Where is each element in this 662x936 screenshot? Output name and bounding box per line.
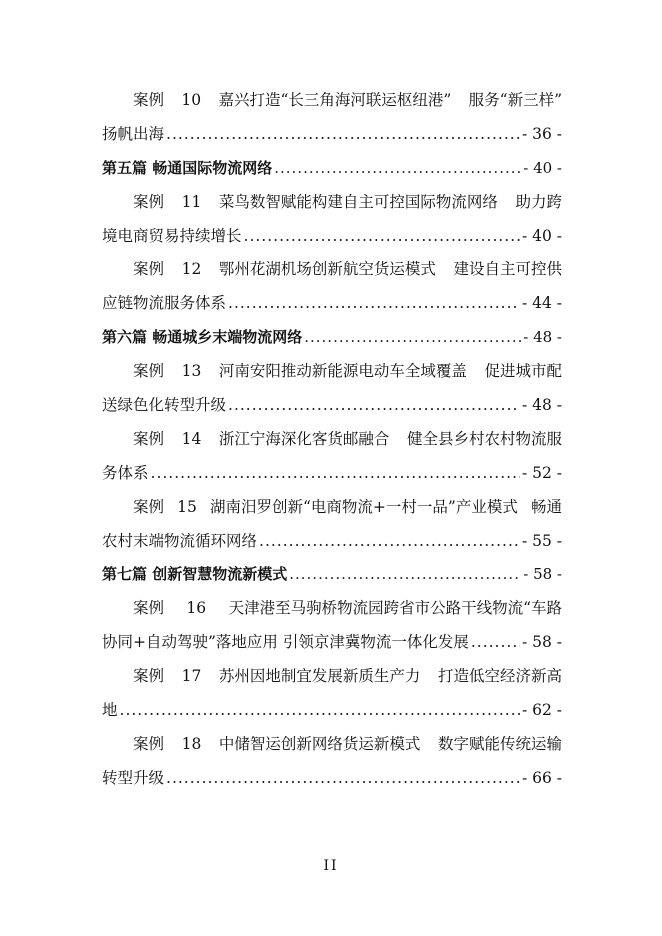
dot-leader [166, 122, 520, 146]
toc-case-label: 案例 [133, 498, 165, 516]
page-footer-number: II [323, 858, 339, 874]
toc-case12-line2[interactable] [102, 291, 562, 315]
toc-case17-line1 [102, 664, 562, 688]
toc-case-title-part: 天津港至马驹桥物流园跨省市公路干线物流“车路 [228, 599, 562, 617]
toc-case-label: 案例 [133, 599, 165, 617]
toc-page-number: - 58 - [523, 565, 562, 583]
toc-case-title-part: 苏州因地制宜发展新质生产力 [218, 667, 421, 685]
toc-case-title-part: 畅通 [530, 498, 562, 516]
toc-case-label: 案例 [133, 430, 165, 448]
toc-case-number: 14 [181, 430, 202, 448]
toc-case-label: 案例 [133, 91, 165, 109]
toc-case18-line2[interactable] [102, 766, 562, 790]
toc-case-number: 11 [181, 193, 202, 211]
toc-case16-line2[interactable] [102, 630, 562, 654]
toc-case-number: 13 [181, 362, 202, 380]
toc-entry-text: 境电商贸易持续增长 [102, 227, 242, 245]
toc-entry-text: 应链物流服务体系 [102, 294, 227, 312]
dot-leader [244, 224, 520, 248]
toc-case17-line2[interactable] [102, 698, 562, 722]
toc-case-number: 18 [181, 735, 202, 753]
toc-case-number: 15 [177, 498, 197, 516]
toc-case12-line1 [102, 257, 562, 281]
toc-case-title-part: 湖南汨罗创新“电商物流+一村一品”产业模式 [210, 498, 518, 516]
toc-entry-text: 送绿色化转型升级 [102, 396, 227, 414]
toc-case-title-part: 建设自主可控供 [453, 260, 562, 278]
dot-leader [259, 529, 520, 553]
dot-leader [289, 562, 521, 586]
toc-case-title-part: 打造低空经济新高 [437, 667, 562, 685]
toc-chapter-title: 第六篇 畅通城乡末端物流网络 [102, 328, 303, 346]
toc-case18-line1 [102, 732, 562, 756]
toc-page-number: - 66 - [521, 769, 562, 787]
toc-case-label: 案例 [133, 260, 165, 278]
toc-case-title-part: 浙江宁海深化客货邮融合 [218, 430, 390, 448]
toc-case-label: 案例 [133, 362, 165, 380]
toc-case15-line1 [102, 495, 562, 519]
toc-page-number: - 40 - [523, 159, 562, 177]
toc-entry-text: 务体系 [102, 464, 149, 482]
dot-leader [166, 766, 520, 790]
toc-case15-line2[interactable] [102, 529, 562, 553]
toc-chapter5[interactable] [102, 156, 562, 180]
toc-case-title-part: 健全县乡村农村物流服 [406, 430, 562, 448]
toc-page-number: - 52 - [521, 464, 562, 482]
dot-leader [151, 461, 520, 485]
toc-case10-line2[interactable] [102, 122, 562, 146]
toc-case13-line1 [102, 359, 562, 383]
toc-page-number: - 62 - [521, 701, 562, 719]
toc-case-title-part: 促进城市配 [484, 362, 562, 380]
toc-case-title-part: 河南安阳推动新能源电动车全域覆盖 [218, 362, 467, 380]
toc-entry-text: 地 [102, 701, 118, 719]
toc-case-label: 案例 [133, 667, 165, 685]
toc-case14-line2[interactable] [102, 461, 562, 485]
toc-page-number: - 55 - [521, 532, 562, 550]
toc-chapter-title: 第五篇 畅通国际物流网络 [102, 159, 273, 177]
toc-entry-text: 农村末端物流循环网络 [102, 532, 258, 550]
dot-leader [228, 291, 520, 315]
dot-leader [228, 393, 520, 417]
toc-entry-text: 转型升级 [102, 769, 165, 787]
toc-case-title-part: 鄂州花湖机场创新航空货运模式 [218, 260, 436, 278]
dot-leader [120, 698, 520, 722]
toc-page-number: - 36 - [521, 125, 562, 143]
toc-page-number: - 40 - [521, 227, 562, 245]
toc-page-number: - 48 - [521, 396, 562, 414]
toc-case-label: 案例 [133, 193, 165, 211]
toc-entry-text: 扬帆出海 [102, 125, 165, 143]
toc-case-number: 17 [181, 667, 202, 685]
toc-case13-line2[interactable] [102, 393, 562, 417]
toc-chapter-title: 第七篇 创新智慧物流新模式 [102, 565, 288, 583]
toc-page-number: - 48 - [523, 328, 562, 346]
toc-case16-line1 [102, 596, 562, 620]
toc-case14-line1 [102, 427, 562, 451]
toc-case-title-part: 菜鸟数智赋能构建自主可控国际物流网络 [218, 193, 498, 211]
toc-page-number: - 44 - [521, 294, 562, 312]
toc-page-number: - 58 - [521, 633, 562, 651]
toc-chapter6[interactable] [102, 325, 562, 349]
toc-case-label: 案例 [133, 735, 165, 753]
toc-case-title-part: 嘉兴打造“长三角海河联运枢纽港” [218, 91, 452, 109]
dot-leader [274, 156, 521, 180]
dot-leader [304, 325, 521, 349]
toc-case-title-part: 中储智运创新网络货运新模式 [218, 735, 421, 753]
toc-entry-text: 协同+自动驾驶”落地应用 引领京津冀物流一体化发展 [102, 633, 469, 651]
toc-case11-line2[interactable] [102, 224, 562, 248]
toc-case-number: 10 [181, 91, 202, 109]
toc-chapter7[interactable] [102, 562, 562, 586]
toc-case-number: 16 [186, 599, 207, 617]
toc-case-title-part: 数字赋能传统运输 [437, 735, 562, 753]
toc-case11-line1 [102, 190, 562, 214]
toc-case10-line1 [102, 88, 562, 112]
toc-case-title-part: 服务“新三样” [468, 91, 562, 109]
dot-leader [471, 630, 520, 654]
toc-case-number: 12 [181, 260, 202, 278]
toc-case-title-part: 助力跨 [515, 193, 562, 211]
